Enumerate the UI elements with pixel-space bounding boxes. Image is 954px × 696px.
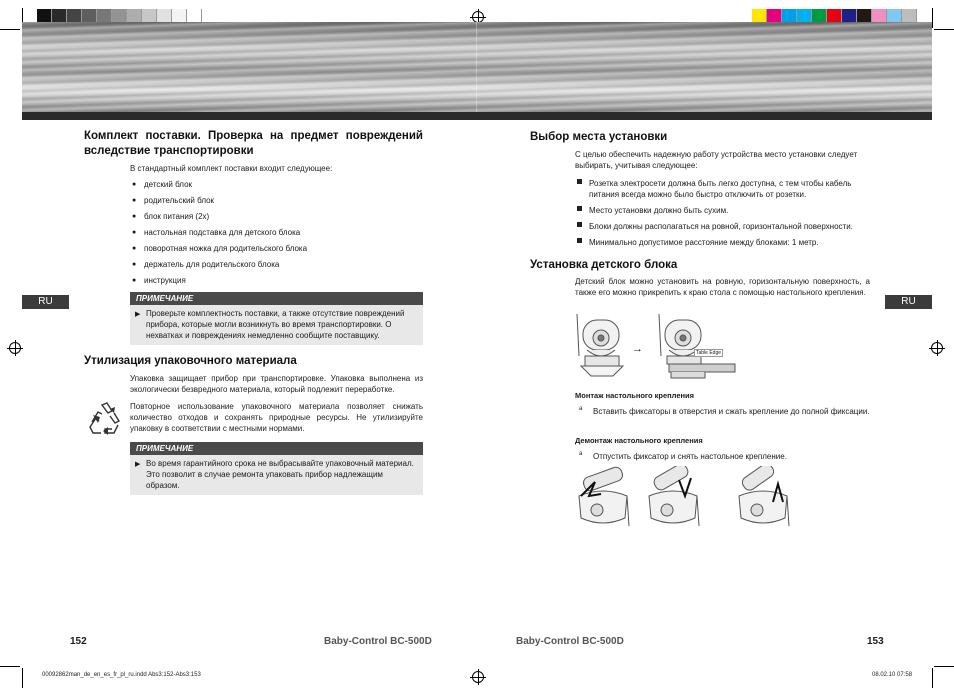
section-title-delivery: Комплект поставки. Проверка на предмет повреждений вследствие транспортировки bbox=[84, 130, 423, 157]
disposal-para2: Повторное использование упаковочного материала позволяет снижать количество отходов и сохранять природные ресурсы. Не утилизируйте упаковку в соответствии с местными нормами. bbox=[130, 402, 423, 433]
note-label: ПРИМЕЧАНИЕ bbox=[130, 292, 423, 305]
note-disposal bbox=[130, 442, 423, 495]
square-bullet-icon bbox=[577, 238, 582, 243]
unmount-step-3-illustration bbox=[733, 466, 793, 530]
model-name-left: Baby-Control BC-500D bbox=[324, 636, 432, 647]
bullet-dot-icon: ● bbox=[132, 197, 137, 204]
header-rule bbox=[22, 112, 932, 120]
registration-mark-bottom-icon bbox=[472, 671, 484, 683]
list-item bbox=[130, 227, 423, 238]
step-marker: a bbox=[579, 406, 583, 412]
list-item bbox=[575, 205, 870, 216]
registration-mark-right-icon bbox=[931, 342, 943, 354]
imprint-file: 00092862man_de_en_es_fr_pl_ru.indd Abs3:152-Abs3:153 bbox=[42, 672, 201, 678]
section-title-disposal: Утилизация упаковочного материала bbox=[84, 355, 297, 367]
list-item bbox=[130, 211, 423, 222]
unmount-title: Демонтаж настольного крепления bbox=[575, 436, 703, 445]
list-item bbox=[575, 221, 870, 232]
registration-mark-left-icon bbox=[9, 342, 21, 354]
unmount-step-1-illustration bbox=[573, 466, 633, 530]
disposal-para1: Упаковка защищает прибор при транспортировке. Упаковка выполнена из экологически безвредного материала, который подлежит переработке. bbox=[130, 374, 423, 394]
bullet-dot-icon: ● bbox=[132, 245, 137, 252]
mount-title: Монтаж настольного крепления bbox=[575, 391, 695, 400]
list-item bbox=[575, 237, 870, 248]
bullet-dot-icon: ● bbox=[132, 213, 137, 220]
page-number-left: 152 bbox=[70, 636, 87, 647]
mount-step bbox=[575, 406, 870, 417]
note-text: Во время гарантийного срока не выбрасывайте упаковочный материал. Это позволит в случае ремонта упаковать прибор надлежащим образом. bbox=[146, 459, 414, 490]
bullet-dot-icon: ● bbox=[132, 277, 137, 284]
language-tab-left: RU bbox=[22, 295, 69, 309]
delivery-list bbox=[130, 179, 423, 291]
model-name-right: Baby-Control BC-500D bbox=[516, 636, 624, 647]
triangle-bullet-icon: ▶ bbox=[135, 461, 141, 468]
list-item-text: детский блок bbox=[144, 180, 193, 189]
page-number-right: 153 bbox=[867, 636, 884, 647]
list-item bbox=[130, 243, 423, 254]
list-item-text: Минимально допустимое расстояние между блоками: 1 метр. bbox=[589, 238, 819, 247]
language-tab-right: RU bbox=[885, 295, 932, 309]
list-item-text: держатель для родительского блока bbox=[144, 260, 280, 269]
camera-table-edge-illustration bbox=[655, 312, 740, 382]
imprint-date: 08.02.10 07:58 bbox=[872, 672, 913, 678]
arrow-right-icon: → bbox=[632, 343, 643, 355]
location-list bbox=[575, 178, 870, 253]
note-delivery bbox=[130, 292, 423, 345]
note-body bbox=[130, 305, 423, 344]
setup-para: Детский блок можно установить на ровную, горизонтальную поверхность, а также его можно прикрепить к краю стола с помощью настольного крепления. bbox=[575, 277, 870, 297]
list-item-text: блок питания (2x) bbox=[144, 212, 210, 221]
list-item-text: настольная подставка для детского блока bbox=[144, 228, 301, 237]
square-bullet-icon bbox=[577, 206, 582, 211]
note-body bbox=[130, 455, 423, 494]
bullet-dot-icon: ● bbox=[132, 261, 137, 268]
unmount-step bbox=[575, 451, 870, 462]
list-item bbox=[130, 259, 423, 270]
header-band bbox=[22, 22, 932, 112]
delivery-intro: В стандартный комплект поставки входит следующее: bbox=[130, 164, 333, 173]
list-item-text: родительский блок bbox=[144, 196, 215, 205]
list-item-text: Место установки должно быть сухим. bbox=[589, 206, 729, 215]
section-title-child-unit-setup: Установка детского блока bbox=[530, 259, 678, 271]
recycle-icon bbox=[88, 401, 126, 437]
section-title-location: Выбор места установки bbox=[530, 131, 668, 143]
list-item bbox=[130, 275, 423, 286]
list-item-text: инструкция bbox=[144, 276, 186, 285]
note-text: Проверьте комплектность поставки, а также отсутствие повреждений прибора, которые могли возникнуть во время транспортировки. О нехватках и повреждениях немедленно сообщите поставщику. bbox=[146, 309, 405, 340]
note-label: ПРИМЕЧАНИЕ bbox=[130, 442, 423, 455]
list-item bbox=[130, 179, 423, 190]
location-intro: С целью обеспечить надежную работу устройства место установки следует выбирать, учитывая следующее: bbox=[575, 150, 858, 170]
list-item-text: Блоки должны располагаться на ровной, горизонтальной поверхности. bbox=[589, 222, 853, 231]
square-bullet-icon bbox=[577, 179, 582, 184]
step-marker: a bbox=[579, 451, 583, 457]
list-item-text: поворотная ножка для родительского блока bbox=[144, 244, 308, 253]
unmount-step-text: Отпустить фиксатор и снять настольное крепление. bbox=[593, 452, 787, 461]
bullet-dot-icon: ● bbox=[132, 229, 137, 236]
triangle-bullet-icon: ▶ bbox=[135, 311, 141, 318]
list-item bbox=[130, 195, 423, 206]
camera-unit-illustration bbox=[573, 312, 633, 382]
unmount-step-2-illustration bbox=[643, 466, 703, 530]
bullet-dot-icon: ● bbox=[132, 181, 137, 188]
square-bullet-icon bbox=[577, 222, 582, 227]
page-spine bbox=[476, 22, 477, 112]
list-item-text: Розетка электросети должна быть легко доступна, с тем чтобы кабель питания всегда можно было быстро отключить от розетки. bbox=[589, 179, 852, 199]
table-edge-label: Table Edge bbox=[696, 350, 722, 356]
mount-step-text: Вставить фиксаторы в отверстия и сжать крепление до полной фиксации. bbox=[593, 407, 870, 416]
list-item bbox=[575, 178, 870, 200]
